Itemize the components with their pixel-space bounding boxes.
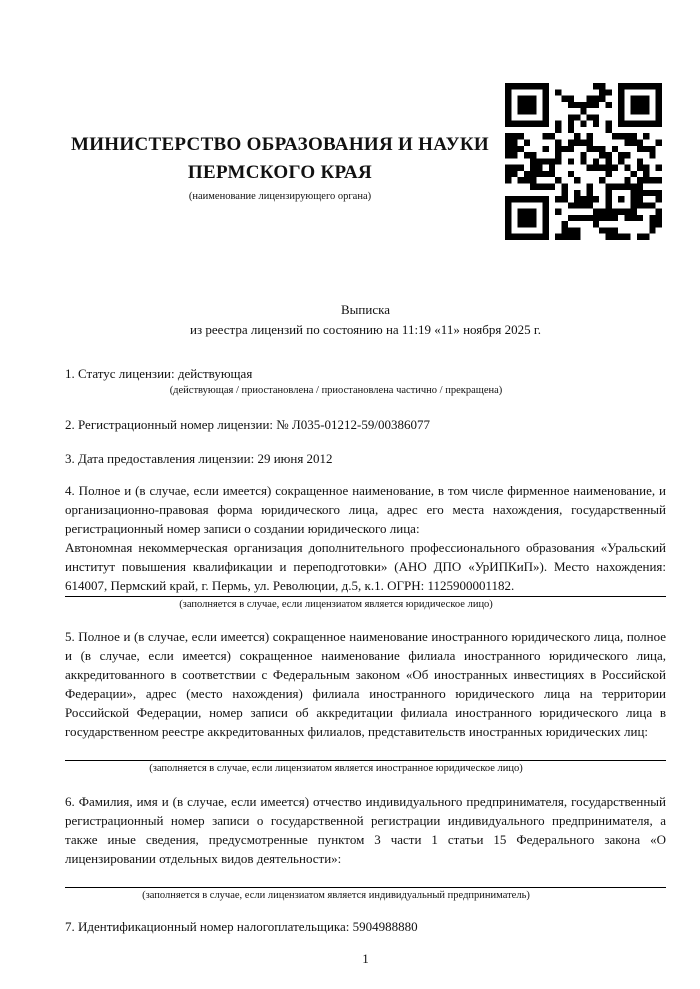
document-title-line1: Выписка [341,302,390,317]
document-title [65,300,666,339]
qr-code-icon [505,83,662,240]
legal-entity-value: Автономная некоммерческая организация дополнительного профессионального образования «Уральский институт повышения квалификации и переподготовки» (АНО ДПО «УрИПКиП»). Место нахождения: 614007, Пермский край, г. Пермь, ул. Революции, д.5, к.1. ОГРН: 1125900001182. [65,540,666,593]
licensing-authority-header [65,0,495,202]
legal-entity-label: 4. Полное и (в случае, если имеется) сокращенное наименование, в том числе фирменное наименование, и организационно-правовая форма юридического лица, адрес его места нахождения, государственный регистрационный номер записи о создании юридического лица: [65,483,666,536]
license-status-text: 1. Статус лицензии: действующая [65,366,253,381]
foreign-entity-caption: (заполняется в случае, если лицензиатом является иностранное юридическое лицо) [149,763,523,774]
individual-entrepreneur-label: 6. Фамилия, имя и (в случае, если имеется) отчество индивидуального предпринимателя, государственный регистрационный номер записи о государственной регистрации индивидуального предпринимателя, а также иные сведения, предусмотренные пунктом 3 части 1 статьи 15 Федерального закона «О лицензировании отдельных видов деятельности»: [65,794,666,866]
individual-entrepreneur-caption: (заполняется в случае, если лицензиатом является индивидуальный предприниматель) [142,890,530,901]
field-foreign-entity [65,627,666,776]
ministry-name [65,131,495,187]
individual-entrepreneur-value-line [65,868,666,888]
page-number: 1 [362,951,369,966]
license-status-caption: (действующая / приостановлена / приостановлена частично / прекращена) [169,385,503,396]
qr-code-svg [505,83,662,240]
field-inn: 7. Идентификационный номер налогоплательщика: 5904988880 [65,919,418,934]
field-license-status [65,364,666,398]
field-individual-entrepreneur [65,792,666,903]
ministry-name-line2: ПЕРМСКОГО КРАЯ [187,162,373,183]
legal-entity-underline [65,596,666,597]
field-legal-entity [65,481,666,612]
field-registration-number: 2. Регистрационный номер лицензии: № Л035-01212-59/00386077 [65,417,431,432]
ministry-name-line1: МИНИСТЕРСТВО ОБРАЗОВАНИЯ И НАУКИ [70,134,490,155]
legal-entity-caption: (заполняется в случае, если лицензиатом является юридическое лицо) [179,599,493,610]
foreign-entity-label: 5. Полное и (в случае, если имеется) сокращенное наименование иностранного юридического лица, полное и (в случае, если имеется) сокращенное наименование филиала иностранного юридического лица, аккредитованного в соответствии с Федеральным законом «Об иностранных инвестициях в Российской Федерации», адрес (место нахождения) филиала иностранного юридического лица на территории Российской Федерации, номер записи об аккредитации филиала иностранного юридического лица в государственном реестре аккредитованных филиалов, представительств иностранных юридических лиц: [65,629,666,739]
document-title-line2: из реестра лицензий по состоянию на 11:19 «11» ноября 2025 г. [190,321,541,337]
foreign-entity-value-line [65,741,666,761]
field-grant-date: 3. Дата предоставления лицензии: 29 июня 2012 [65,451,333,466]
ministry-note: (наименование лицензирующего органа) [188,191,372,202]
